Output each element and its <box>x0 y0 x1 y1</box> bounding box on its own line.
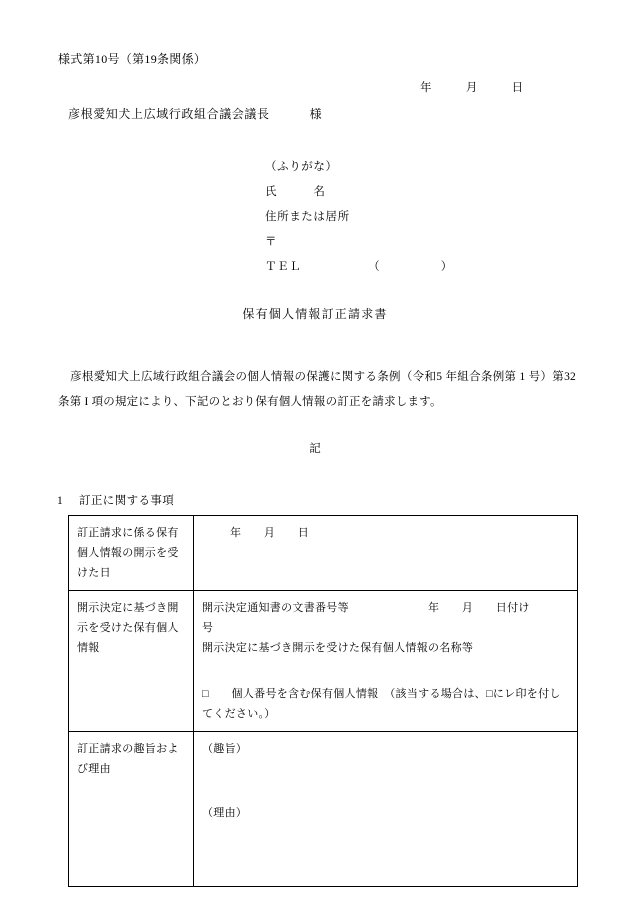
body-paragraph <box>58 365 576 415</box>
applicant-fields <box>265 155 453 280</box>
row-content-disclosed-info[interactable] <box>194 591 587 732</box>
applicant-address: 住所または居所 <box>265 211 350 223</box>
applicant-furigana: （ふりがな） <box>265 161 338 173</box>
row-label-purpose-reason: 訂正請求の趣旨および理由 <box>69 732 194 887</box>
row-content-disclosure-date[interactable] <box>194 516 578 591</box>
date-month: 月 <box>465 82 478 94</box>
addressee-name: 彦根愛知犬上広域行政組合議会議長 <box>68 107 270 121</box>
purpose-label: （趣旨） <box>202 743 248 755</box>
row-content-purpose-reason[interactable] <box>194 732 578 887</box>
row-label-disclosure-date: 訂正請求に係る保有個人情報の開示を受けた日 <box>69 516 194 591</box>
addressee-honorific: 様 <box>309 107 323 121</box>
date-day: 日 <box>511 82 524 94</box>
date-line <box>420 79 523 95</box>
table-row <box>69 732 578 887</box>
addressee <box>68 105 322 122</box>
my-number-checkbox-line[interactable]: □ 個人番号を含む保有個人情報 （該当する場合は、□にレ印を付してください。） <box>202 688 561 720</box>
row-label-disclosed-info: 開示決定に基づき開示を受けた保有個人情報 <box>69 591 194 732</box>
section-title: 訂正に関する事項 <box>79 495 175 507</box>
disclosure-date-value: 年 月 日 <box>230 527 310 539</box>
table-row <box>69 591 578 732</box>
section-heading <box>57 492 174 508</box>
applicant-tel: ＴＥＬ （ ） <box>265 261 453 273</box>
date-year: 年 <box>420 82 432 94</box>
form-table <box>68 515 587 887</box>
applicant-name: 氏 名 <box>265 186 326 198</box>
section-number: 1 <box>57 495 64 507</box>
page-title: 保有個人情報訂正請求書 <box>242 307 388 321</box>
disclosed-info-name-line: 開示決定に基づき開示を受けた保有個人情報の名称等 <box>202 642 474 654</box>
table-row <box>69 516 578 591</box>
body-paragraph-text: 彦根愛知犬上広域行政組合議会の個人情報の保護に関する条例（令和5 年組合条例第 1 号）第32 条第 I 項の規定により、下記のとおり保有個人情報の訂正を請求します。 <box>58 371 576 408</box>
applicant-postal: 〒 <box>265 236 278 248</box>
notice-document-number-line: 開示決定通知書の文書番号等 年 月 日付け 号 <box>202 602 587 634</box>
form-number: 様式第10号（第19条関係） <box>58 52 207 66</box>
ki-mark: 記 <box>309 443 321 455</box>
reason-label: （理由） <box>202 807 248 819</box>
